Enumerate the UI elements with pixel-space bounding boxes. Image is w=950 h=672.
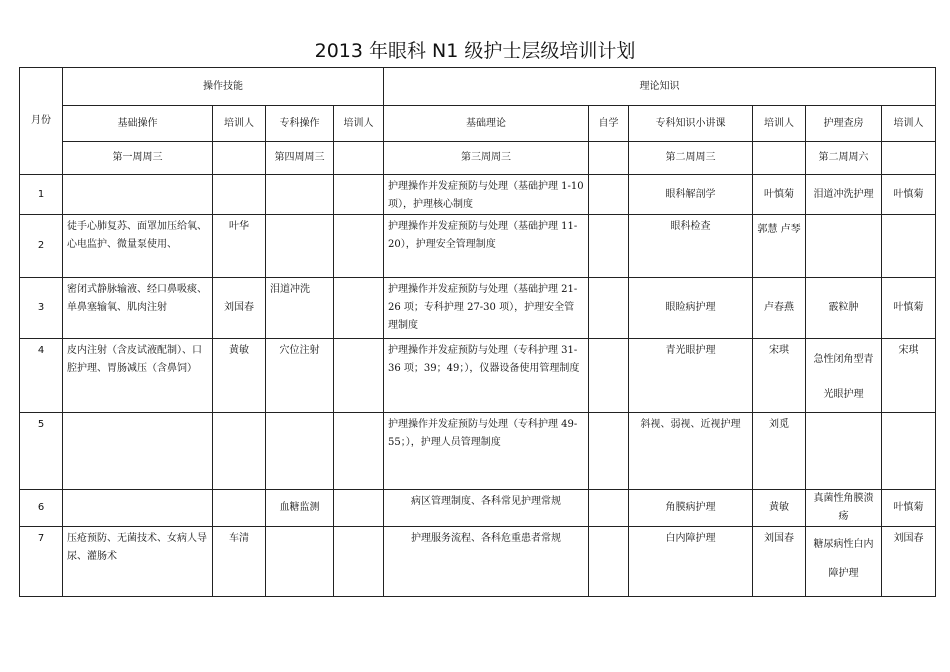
trainer-cell: 叶慎菊 [882, 490, 936, 527]
basic-op-cell [63, 413, 213, 490]
special-op-cell: 血糖监测 [266, 490, 334, 527]
trainer-header: 培训人 [334, 106, 384, 142]
self-study-cell [589, 278, 629, 339]
self-study-cell [589, 339, 629, 413]
lecture-cell: 角膜病护理 [629, 490, 753, 527]
basic-theory-cell: 护理服务流程、各科危重患者常规 [384, 527, 589, 597]
trainer-cell [334, 339, 384, 413]
basic-theory-cell: 护理操作并发症预防与处理（基础护理 11-20），护理安全管理制度 [384, 215, 589, 278]
table-row [20, 175, 936, 215]
basic-theory-cell: 护理操作并发症预防与处理（专科护理 31-36 项；39；49；），仪器设备使用管理制度 [384, 339, 589, 413]
self-study-cell [589, 490, 629, 527]
table-row [20, 278, 936, 339]
trainer-cell: 叶华 [213, 215, 266, 278]
month-cell: 6 [20, 490, 63, 527]
trainer-cell: 刘国春 [882, 527, 936, 597]
header-row-1 [20, 68, 936, 106]
trainer-cell: 刘国春 [753, 527, 806, 597]
basic-theory-cell: 护理操作并发症预防与处理（基础护理 21-26 项；专科护理 27-30 项），护理安全管理制度 [384, 278, 589, 339]
skills-header: 操作技能 [63, 68, 384, 106]
ward-round-cell: 泪道冲洗护理 [806, 175, 882, 215]
basic-theory-cell: 护理操作并发症预防与处理（基础护理 1-10 项），护理核心制度 [384, 175, 589, 215]
schedule-row [20, 142, 936, 175]
basic-op-cell: 压疮预防、无菌技术、女病人导尿、灌肠术 [63, 527, 213, 597]
trainer-cell: 卢春燕 [753, 278, 806, 339]
basic-op-header: 基础操作 [63, 106, 213, 142]
lecture-cell: 白内障护理 [629, 527, 753, 597]
ward-round-cell [806, 215, 882, 278]
lecture-cell: 眼科解剖学 [629, 175, 753, 215]
lecture-cell: 眼睑病护理 [629, 278, 753, 339]
basic-theory-cell: 护理操作并发症预防与处理（专科护理 49-55；），护理人员管理制度 [384, 413, 589, 490]
trainer-header: 培训人 [213, 106, 266, 142]
trainer-cell [213, 490, 266, 527]
trainer-cell: 车清 [213, 527, 266, 597]
trainer-header: 培训人 [753, 106, 806, 142]
trainer-cell: 郭慧 卢琴 [753, 215, 806, 278]
basic-theory-header: 基础理论 [384, 106, 589, 142]
schedule-ward-round: 第二周周六 [806, 142, 882, 175]
special-op-cell [266, 215, 334, 278]
ward-round-header: 护理查房 [806, 106, 882, 142]
trainer-cell: 宋琪 [753, 339, 806, 413]
self-study-header: 自学 [589, 106, 629, 142]
lecture-cell: 斜视、弱视、近视护理 [629, 413, 753, 490]
table-row [20, 215, 936, 278]
table-row [20, 527, 936, 597]
self-study-cell [589, 527, 629, 597]
trainer-cell [213, 175, 266, 215]
month-cell: 7 [20, 527, 63, 597]
basic-op-cell [63, 490, 213, 527]
training-plan-table [19, 67, 936, 597]
trainer-cell [213, 413, 266, 490]
basic-op-cell: 徒手心肺复苏、面罩加压给氧、心电监护、微量泵使用、 [63, 215, 213, 278]
table-row [20, 490, 936, 527]
ward-round-cell: 急性闭角型青光眼护理 [806, 339, 882, 413]
lecture-cell: 眼科检查 [629, 215, 753, 278]
trainer-cell [334, 278, 384, 339]
self-study-cell [589, 413, 629, 490]
ward-round-cell: 真菌性角膜溃疡 [806, 490, 882, 527]
month-cell: 4 [20, 339, 63, 413]
special-op-cell [266, 175, 334, 215]
schedule-basic-theory: 第三周周三 [384, 142, 589, 175]
trainer-cell [334, 175, 384, 215]
month-cell: 5 [20, 413, 63, 490]
trainer-cell [882, 413, 936, 490]
trainer-cell: 黄敏 [213, 339, 266, 413]
trainer-header: 培训人 [882, 106, 936, 142]
schedule-lecture: 第二周周三 [629, 142, 753, 175]
basic-theory-cell: 病区管理制度、各科常见护理常规 [384, 490, 589, 527]
theory-header: 理论知识 [384, 68, 936, 106]
table-row [20, 413, 936, 490]
schedule-special-op: 第四周周三 [266, 142, 334, 175]
special-op-header: 专科操作 [266, 106, 334, 142]
month-cell: 3 [20, 278, 63, 339]
trainer-cell [334, 215, 384, 278]
table-row [20, 339, 936, 413]
self-study-cell [589, 215, 629, 278]
special-op-cell: 泪道冲洗 [266, 278, 334, 339]
trainer-cell [334, 413, 384, 490]
month-cell: 1 [20, 175, 63, 215]
special-op-cell [266, 413, 334, 490]
ward-round-cell: 霰粒肿 [806, 278, 882, 339]
trainer-cell [334, 490, 384, 527]
special-op-cell [266, 527, 334, 597]
trainer-cell [334, 527, 384, 597]
month-header: 月份 [20, 68, 63, 175]
trainer-cell: 叶慎菊 [882, 278, 936, 339]
trainer-cell: 刘觅 [753, 413, 806, 490]
page-title: 2013 年眼科 N1 级护士层级培训计划 [314, 40, 636, 62]
trainer-cell [882, 215, 936, 278]
trainer-cell: 刘国春 [213, 278, 266, 339]
self-study-cell [589, 175, 629, 215]
special-op-cell: 穴位注射 [266, 339, 334, 413]
basic-op-cell [63, 175, 213, 215]
lecture-cell: 青光眼护理 [629, 339, 753, 413]
ward-round-cell [806, 413, 882, 490]
trainer-cell: 叶慎菊 [882, 175, 936, 215]
ward-round-cell: 糖尿病性白内障护理 [806, 527, 882, 597]
schedule-basic-op: 第一周周三 [63, 142, 213, 175]
trainer-cell: 宋琪 [882, 339, 936, 413]
header-row-2 [20, 106, 936, 142]
lecture-header: 专科知识小讲课 [629, 106, 753, 142]
trainer-cell: 黄敏 [753, 490, 806, 527]
basic-op-cell: 密闭式静脉输液、经口鼻吸痰、单鼻塞输氧、肌肉注射 [63, 278, 213, 339]
basic-op-cell: 皮内注射（含皮试液配制）、口腔护理、胃肠减压（含鼻饲） [63, 339, 213, 413]
trainer-cell: 叶慎菊 [753, 175, 806, 215]
month-cell: 2 [20, 215, 63, 278]
